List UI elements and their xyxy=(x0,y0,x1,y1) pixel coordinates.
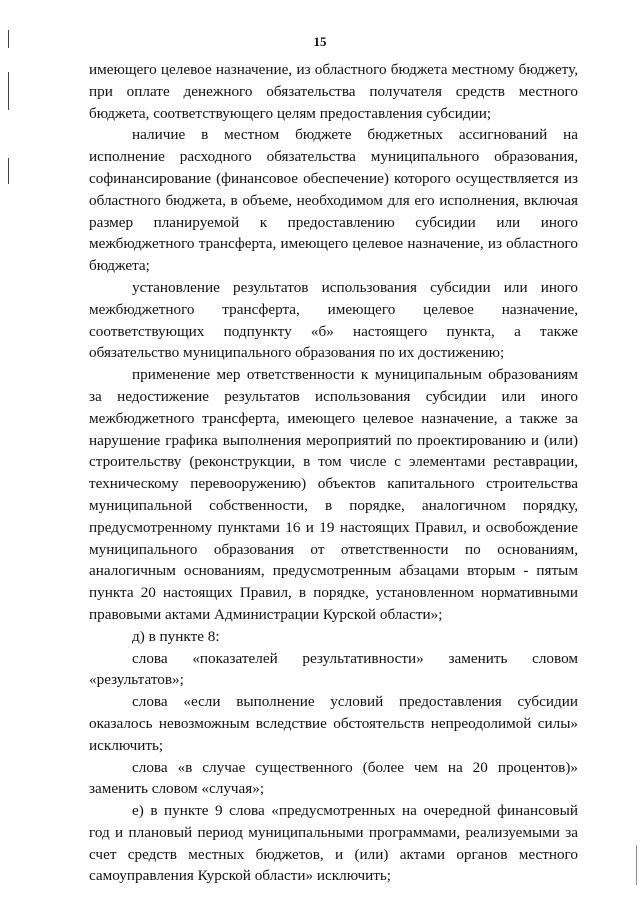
paragraph-continuation: имеющего целевое назначение, из областного бюджета местному бюджету, при оплате денежного обязательства получателя средств местного бюджета, соответствующего целям предоставления субсидии; xyxy=(89,61,578,122)
paragraph-item-d: д) в пункте 8: xyxy=(132,627,220,645)
page-number: 15 xyxy=(313,34,327,49)
paragraph-item-e: е) в пункте 9 слова «предусмотренных на очередной финансовый год и плановый период муниципальными программами, реализуемыми за счет средств местных бюджетов, и (или) актами органов местного самоуправления Курской области» исключить; xyxy=(89,802,578,885)
margin-scan-mark xyxy=(8,72,9,110)
paragraph-results-establishment: установление результатов использования субсидии или иного межбюджетного трансферта, имеющего целевое назначение, соответствующих подпункту «б» настоящего пункта, а также обязательство муниципального образования по их достижению; xyxy=(89,278,578,362)
paragraph-replace-significant: слова «в случае существенного (более чем на 20 процентов)» заменить словом «случая»; xyxy=(89,758,578,798)
document-body xyxy=(89,59,578,887)
margin-scan-mark xyxy=(8,158,9,184)
paragraph-budget-allocation: наличие в местном бюджете бюджетных ассигнований на исполнение расходного обязательства муниципального образования, софинансирование (финансовое обеспечение) которого осуществляется из областного бюджета, в объеме, необходимом для его исполнения, включая размер планируемой к предоставлению субсидии или иного межбюджетного трансферта, имеющего целевое назначение, из областного бюджета; xyxy=(89,126,578,275)
edge-scan-mark xyxy=(636,845,637,885)
paragraph-replace-indicators: слова «показателей результативности» заменить словом «результатов»; xyxy=(89,649,578,689)
paragraph-remove-force-majeure: слова «если выполнение условий предоставления субсидии оказалось невозможным вследствие обстоятельств непреодолимой силы» исключить; xyxy=(89,693,578,754)
paragraph-responsibility-measures: применение мер ответственности к муниципальным образованиям за недостижение результатов использования субсидии или иного межбюджетного трансферта, имеющего целевое назначение, а также за нарушение графика выполнения мероприятий по проектированию и (или) строительству (реконструкции, в том числе с элементами реставрации, техническому перевооружению) объектов капитального строительства муниципальной собственности, в порядке, аналогичном порядку, предусмотренному пунктами 16 и 19 настоящих Правил, и освобождение муниципального образования от ответственности по основаниям, аналогичным основаниям, предусмотренным абзацами вторым - пятым пункта 20 настоящих Правил, в порядке, установленном нормативными правовыми актами Администрации Курской области»; xyxy=(89,366,578,623)
